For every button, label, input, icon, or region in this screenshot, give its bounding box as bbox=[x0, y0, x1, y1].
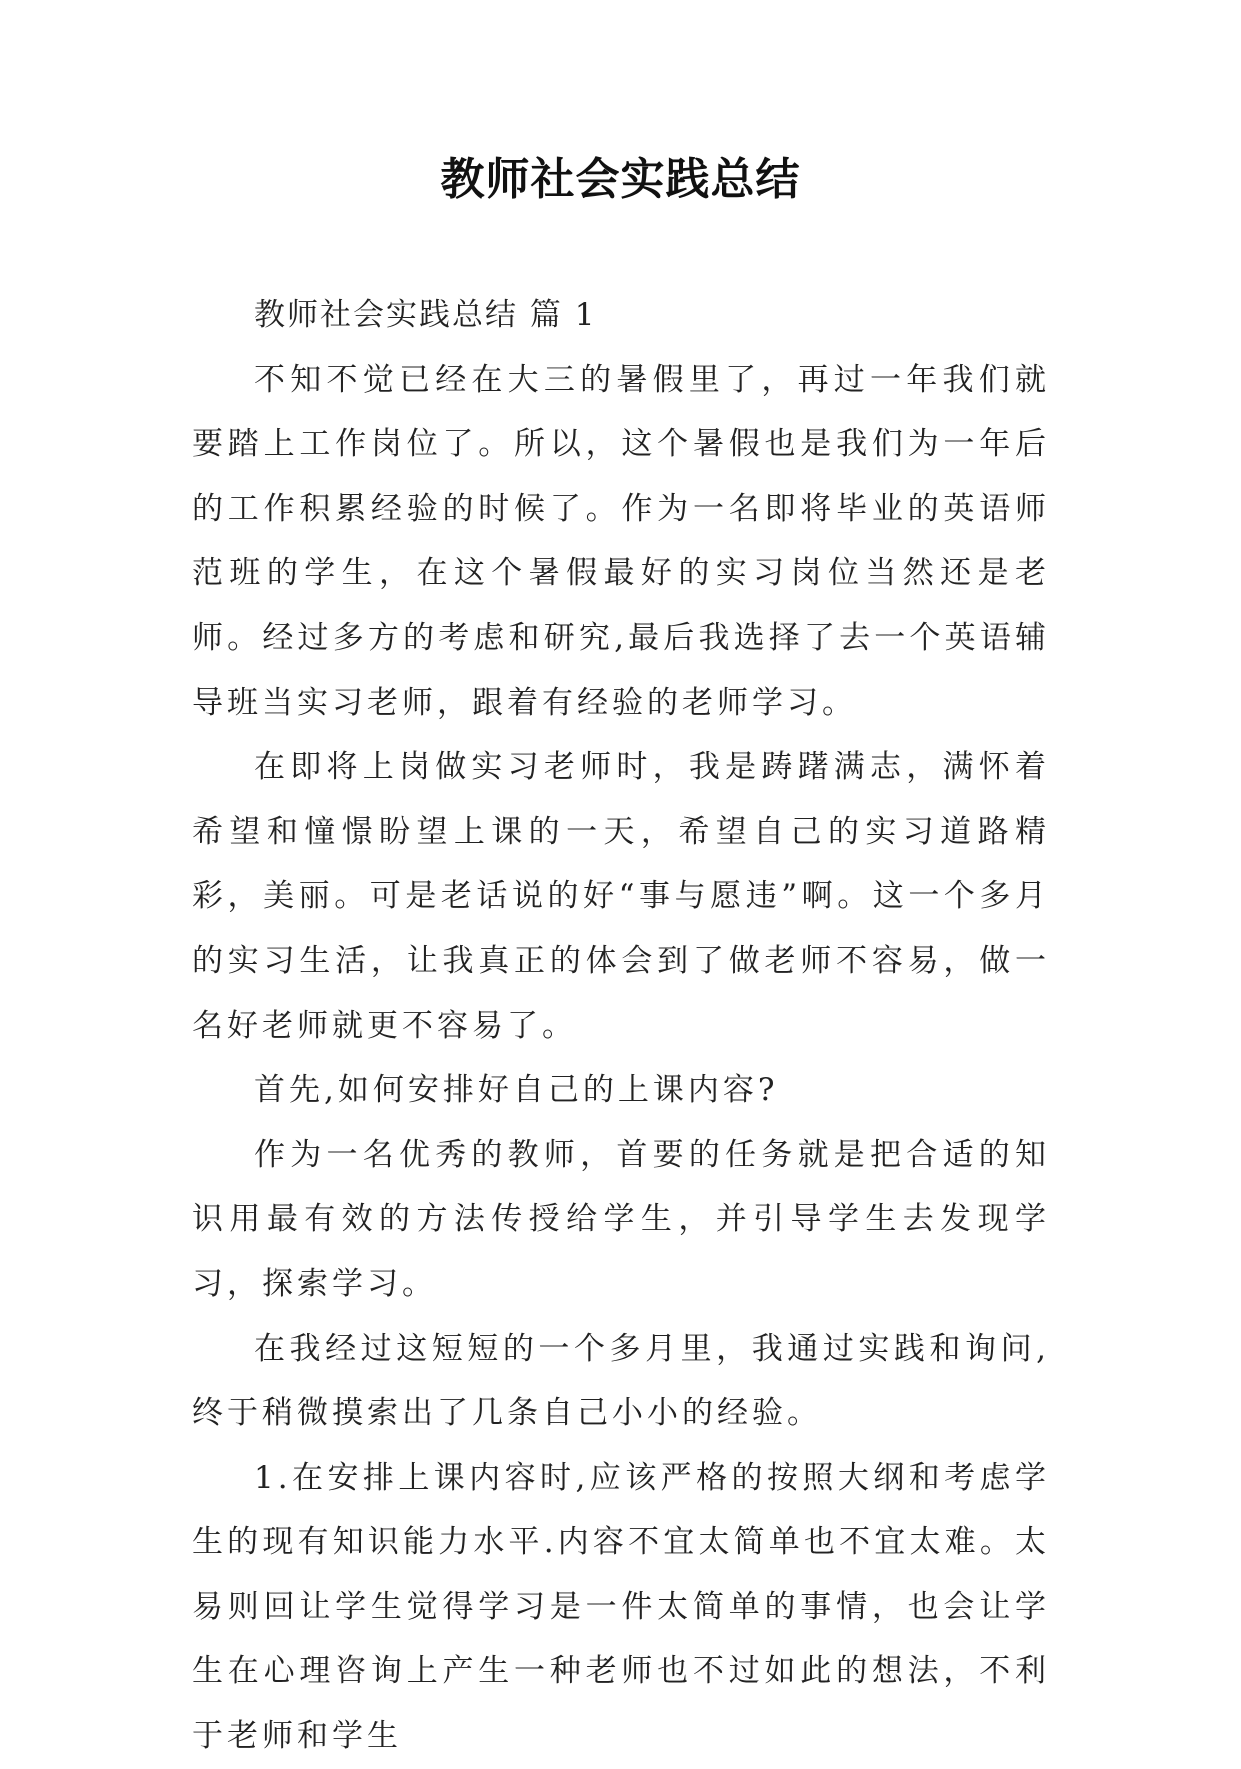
paragraph: 作为一名优秀的教师，首要的任务就是把合适的知识用最有效的方法传授给学生，并引导学生去发现学习，探索学习。 bbox=[192, 1136, 1050, 1302]
paragraph: 首先,如何安排好自己的上课内容? bbox=[254, 1072, 779, 1109]
paragraph: 不知不觉已经在大三的暑假里了，再过一年我们就要踏上工作岗位了。所以，这个暑假也是我们为一年后的工作积累经验的时候了。作为一名即将毕业的英语师范班的学生，在这个暑假最好的实习岗位当然还是老师。经过多方的考虑和研究,最后我选择了去一个英语辅导班当实习老师，跟着有经验的老师学习。 bbox=[192, 361, 1050, 721]
paragraph: 1.在安排上课内容时,应该严格的按照大纲和考虑学生的现有知识能力水平.内容不宜太简单也不宜太难。太易则回让学生觉得学习是一件太简单的事情，也会让学生在心理咨询上产生一种老师也不过如此的想法，不利于老师和学生 bbox=[192, 1459, 1050, 1755]
section-heading: 教师社会实践总结 篇 1 bbox=[254, 297, 597, 333]
paragraph: 在我经过这短短的一个多月里，我通过实践和询问,终于稍微摸索出了几条自己小小的经验。 bbox=[192, 1330, 1050, 1432]
document-body bbox=[192, 283, 1050, 1769]
paragraph: 在即将上岗做实习老师时，我是踌躇满志，满怀着希望和憧憬盼望上课的一天，希望自己的实习道路精彩，美丽。可是老话说的好“事与愿违”啊。这一个多月的实习生活，让我真正的体会到了做老师不容易，做一名好老师就更不容易了。 bbox=[192, 749, 1050, 1044]
document-title: 教师社会实践总结 bbox=[440, 154, 801, 205]
